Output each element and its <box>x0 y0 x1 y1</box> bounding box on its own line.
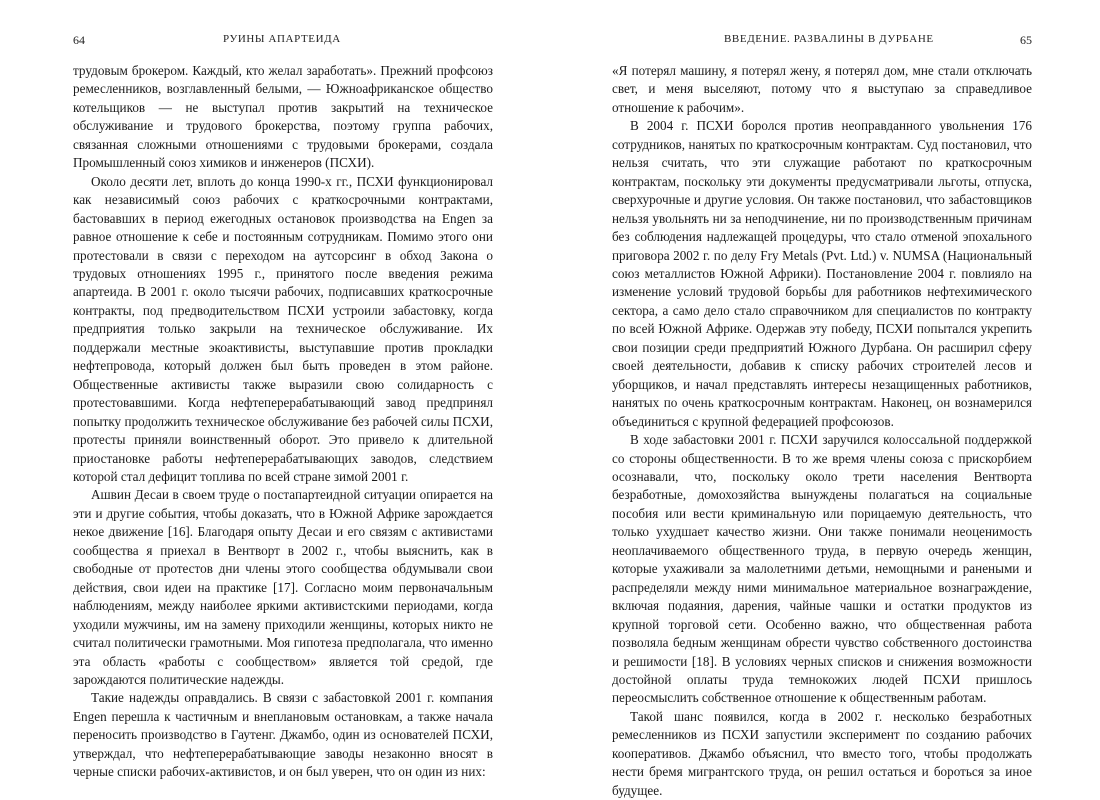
page-number-right: 65 <box>1020 33 1032 47</box>
running-head-title-left: РУИНЫ АПАРТЕИДА <box>223 33 341 45</box>
body-text-left <box>73 62 493 782</box>
paragraph: Такой шанс появился, когда в 2002 г. несколько безработных ремесленников из ПСХИ запустили эксперимент по созданию рабочих кооперативов. Джамбо объяснил, что вместо того, чтобы продолжать нести бремя мигрантского труда, он решил остаться и бороться за иное будущее. <box>612 708 1032 798</box>
paragraph: Около десяти лет, вплоть до конца 1990-х гг., ПСХИ функционировал как независимый союз рабочих с краткосрочными контрактами, бастовавших в период ежегодных остановок производства на Engen за равное отношение к себе и постоянным сотрудникам. Помимо этого они протестовали в связи с переходом на аутсорсинг в обход Закона о трудовых отношениях 1995 г., принятого после введения режима апартеида. В 2001 г. около тысячи рабочих, подписавших краткосрочные контракты, под предводительством ПСХИ устроили забастовку, когда предприятия только закрыли на техническое обслуживание. Их поддержали местные экоактивисты, выступавшие против прокладки нефтепровода, который должен был быть проведен в этом районе. Общественные активисты также выразили свою солидарность с протестовавшими. Когда нефтеперерабатывающий завод предпринял попытку продолжить техническое обслуживание без рабочей силы ПСХИ, протесты приняли воинственный оборот. Это привело к длительной приостановке работы нефтеперерабатывающих заводов, следствием которой стал дефицит топлива по всей стране зимой 2001 г. <box>73 173 493 484</box>
page-number-left: 64 <box>73 33 85 47</box>
running-head-title-right: ВВЕДЕНИЕ. РАЗВАЛИНЫ В ДУРБАНЕ <box>724 33 934 45</box>
body-text-right <box>612 62 1032 800</box>
left-page <box>73 0 493 783</box>
paragraph: В 2004 г. ПСХИ боролся против неоправданного увольнения 176 сотрудников, нанятых по краткосрочным контрактам. Суд постановил, что нельзя считать, что эти служащие работают по краткосрочным контрактам, поскольку эти документы предусматривали льготы, отпуска, сверхурочные и другие условия. Он также постановил, что забастовщиков нельзя увольнять ни за неподчинение, ни по производственным причинам без соблюдения надлежащей процедуры, что стало отменой эпохального приговора 2002 г. по делу Fry Metals (Pvt. Ltd.) v. NUMSA (Национальный союз металлистов Южной Африки). Постановление 2004 г. повлияло на изменение условий трудовой борьбы для работников нефтехимического сектора, а само дело стало справочником для специалистов по контракту по всей Южной Африке. Одержав эту победу, ПСХИ попытался укрепить свои позиции среди предприятий Южного Дурбана. Он расширил сферу своей деятельности, добавив к списку рабочих строителей лесов и уборщиков, и начал представлять интересы незащищенных работников, нанятых по очень краткосрочным контрактам. Наконец, он вознамерился объединиться с крупной федерацией профсоюзов. <box>612 118 1032 429</box>
running-head-left <box>73 33 493 47</box>
right-page <box>612 0 1032 798</box>
quote-paragraph: «Я потерял машину, я потерял жену, я потерял дом, мне стали отключать свет, и меня выселяют, потому что я выступаю за справедливое отношение к рабочим». <box>612 63 1032 115</box>
running-head-right <box>612 33 1032 47</box>
paragraph: трудовым брокером. Каждый, кто желал заработать». Прежний профсоюз ремесленников, возглавленный белыми, — Южноафриканское общество котельщиков — не выступал против закрытий на техническое обслуживание и трудового брокерства, поэтому группа рабочих, связанная сложными отношениями с трудовыми брокерами, создала Промышленный союз химиков и инженеров (ПСХИ). <box>73 63 493 171</box>
paragraph: Ашвин Десаи в своем труде о постапартеидной ситуации опирается на эти и другие события, чтобы доказать, что в Южной Африке зарождается некое движение [16]. Благодаря опыту Десаи и его связям с активистами сообщества я приехал в Вентворт в 2002 г., чтобы выяснить, как в свободные от протестов дни члены этого сообщества обдумывали свои действия, свои идеи на практике [17]. Согласно моим первоначальным наблюдениям, между наиболее яркими активистскими периодами, когда уходили мужчины, им на замену приходили женщины, которых никто не считал политически грамотными. Моя гипотеза предполагала, что именно эта область «работы с сообществом» является той средой, где зарождаются политические надежды. <box>73 487 493 687</box>
paragraph: В ходе забастовки 2001 г. ПСХИ заручился колоссальной поддержкой со стороны общественности. В то же время члены союза с прискорбием осознавали, что, поскольку около трети населения Вентворта безработные, домохозяйства вынуждены полагаться на социальные пособия или вести криминальную или порицаемую деятельность, что только ухудшает качество жизни. Они также понимали неоценимость неоплачиваемого общественного труда, в первую очередь женщин, которые ухаживали за малолетними детьми, немощными и ранеными и распределяли между ними минимальное материальное вознаграждение, включая подаяния, дарения, чайные чашки и остатки продуктов из крупной торговой сети. Особенно важно, что общественная работа позволяла бедным женщинам обрести чувство собственного достоинства и решимости [18]. В условиях черных списков и снижения возможности достойной оплаты труда темнокожих людей ПСХИ пришлось переосмыслить собственное отношение к общественным работам. <box>612 432 1032 706</box>
paragraph: Такие надежды оправдались. В связи с забастовкой 2001 г. компания Engen перешла к частичным и внеплановым остановкам, а также начала переносить производство в Гаутенг. Джамбо, один из основателей ПСХИ, утверждал, что нефтеперерабатывающие заводы незаконно вносят в черные списки рабочих-активистов, и он был уверен, что он один из них: <box>73 690 493 780</box>
